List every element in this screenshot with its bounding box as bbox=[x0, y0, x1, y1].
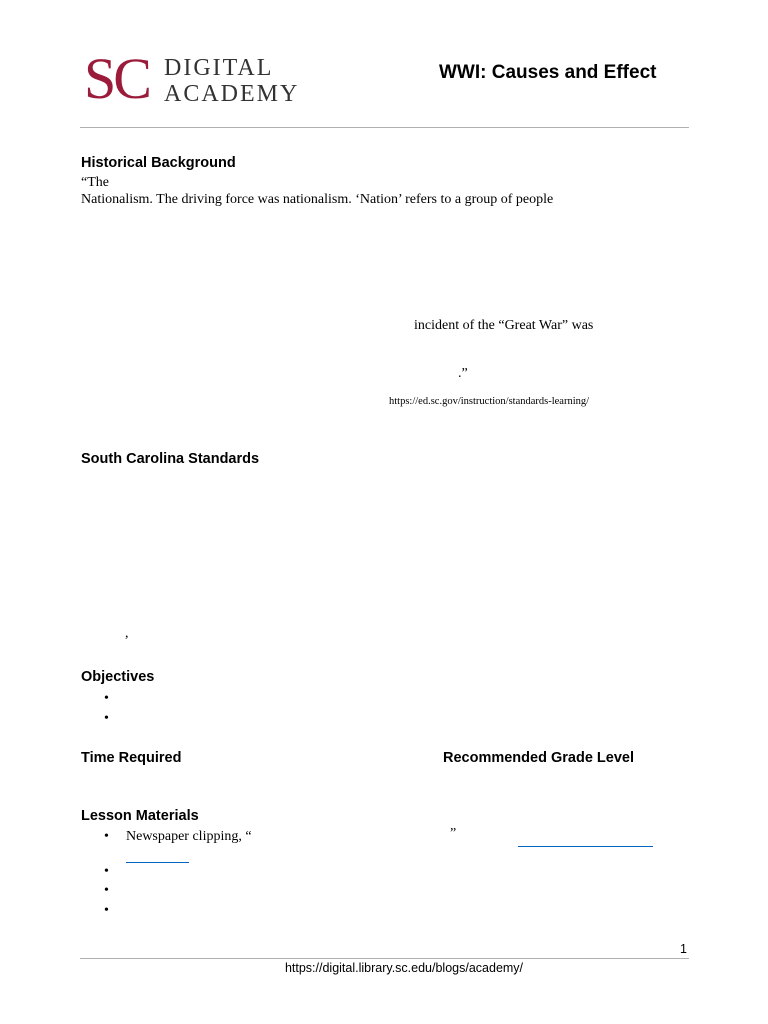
heading-historical-background: Historical Background bbox=[81, 155, 236, 171]
material-bullet-1: • bbox=[104, 829, 109, 844]
logo-word-digital: DIGITAL bbox=[164, 55, 274, 81]
objective-bullet-1: • bbox=[104, 691, 109, 706]
material-bullet-4: • bbox=[104, 903, 109, 918]
material-item-1-link-line-1[interactable] bbox=[518, 846, 653, 847]
heading-lesson-materials: Lesson Materials bbox=[81, 808, 199, 824]
material-item-1-text: Newspaper clipping, “ bbox=[126, 829, 252, 844]
background-fragment: incident of the “Great War” was bbox=[414, 318, 594, 333]
background-source-url: https://ed.sc.gov/instruction/standards-learning/ bbox=[389, 396, 590, 407]
heading-objectives: Objectives bbox=[81, 669, 155, 685]
material-bullet-3: • bbox=[104, 883, 109, 898]
footer-divider bbox=[80, 958, 689, 959]
objective-bullet-2: • bbox=[104, 711, 109, 726]
footer-url[interactable]: https://digital.library.sc.edu/blogs/academy/ bbox=[284, 961, 524, 975]
logo-word-academy: ACADEMY bbox=[164, 81, 300, 107]
material-item-1-quote-close: ” bbox=[450, 826, 457, 841]
material-bullet-2: • bbox=[104, 864, 109, 879]
background-line-nationalism: Nationalism. The driving force was nationalism. ‘Nation’ refers to a group of people bbox=[81, 192, 554, 207]
logo-mark: SC bbox=[84, 46, 149, 111]
standards-fragment: , bbox=[125, 626, 129, 641]
background-quote-close: .” bbox=[458, 366, 468, 381]
document-title: WWI: Causes and Effect bbox=[439, 62, 657, 83]
background-quote-open: “The bbox=[81, 175, 109, 190]
page-number: 1 bbox=[680, 942, 687, 956]
heading-time-required: Time Required bbox=[81, 750, 182, 766]
heading-sc-standards: South Carolina Standards bbox=[81, 451, 260, 467]
heading-grade-level: Recommended Grade Level bbox=[443, 750, 634, 766]
material-item-1-link-line-2[interactable] bbox=[126, 862, 189, 863]
header-divider bbox=[80, 127, 689, 128]
